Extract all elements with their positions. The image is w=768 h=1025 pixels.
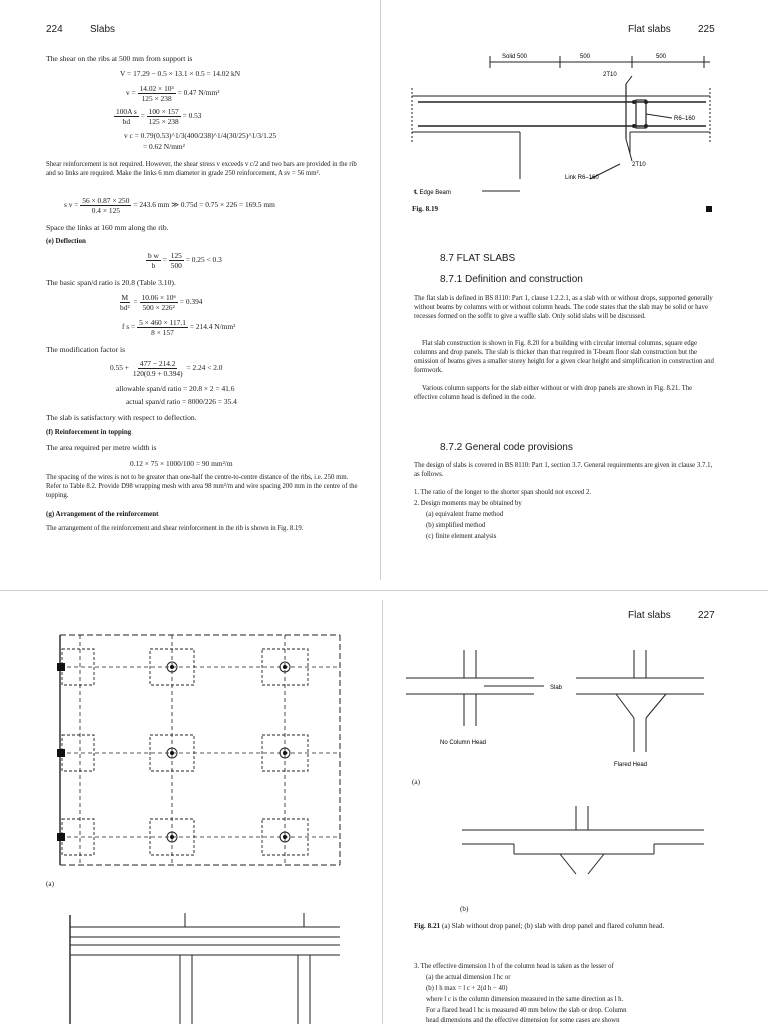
running-head-flat-slabs-227: Flat slabs xyxy=(628,610,671,621)
fig-8-21-label-a: (a) xyxy=(412,778,420,786)
list-item-2c: (c) finite element analysis xyxy=(426,533,497,540)
end-marker xyxy=(706,206,712,212)
list-item-2: 2. Design moments may be obtained by xyxy=(414,500,522,507)
equation-V: V = 17.29 − 0.5 × 13.1 × 0.5 = 14.02 kN xyxy=(120,69,241,78)
equation-M: $\frac{M}{\text{bd²}}$ = $\frac{\text{10.06 × 10⁶}}{\text{500 × 226²}}$ = 0.394 xyxy=(120,293,203,312)
label-link: Link R6–160 xyxy=(565,175,599,181)
figure-8-21-column-heads xyxy=(404,640,734,880)
list-item-2a: (a) equivalent frame method xyxy=(426,511,504,518)
area-required-intro: The area required per metre width is xyxy=(46,443,157,452)
basic-span-ratio: The basic span/d ratio is 20.8 (Table 3.10). xyxy=(46,278,176,287)
equation-vc: v c = 0.79(0.53)^1/3(400/238)^1/4(30/25)^1/3/1.25 xyxy=(124,131,277,140)
equation-100as: $\frac{\text{100A s}}{bd}$ = $\frac{100 \times 157}{125 \times 238}$ = 0.53 xyxy=(116,107,202,126)
item-3d: For a flared head l hc is measured 40 mm below the slab or drop. Column xyxy=(426,1007,627,1014)
item-3e: head dimensions and the effective dimension for some cases are shown xyxy=(426,1017,620,1024)
para-flat-slab-construction: Flat slab construction is shown in Fig. 8.20 for a building with circular internal columns, square edge columns and drop panels. The slab is thicker than that required in T-beam floor slab construction but the omission of beams gives a smaller storey height for a given clear height and simplification in construction and formwork. xyxy=(414,340,714,374)
shear-paragraph: Shear reinforcement is not required. However, the shear stress v exceeds v c/2 and two bars are provided in the rib and so links are required. Make the links 6 mm diameter in grade 250 reinforcement, A sv = 56 mm². xyxy=(46,161,357,177)
figure-8-20-section xyxy=(40,905,370,1024)
label-edge-beam: ℄ Edge Beam xyxy=(414,190,451,196)
space-links: Space the links at 160 mm along the rib. xyxy=(46,223,169,232)
page-number-225: 225 xyxy=(698,24,715,35)
equation-area: 0.12 × 75 × 1000/100 = 90 mm²/m xyxy=(130,459,233,468)
equation-sv: s v = $\frac{56 \times 0.87 \times 250}{0.4 \times 125}$ = 243.6 mm ≫ 0.75d = 0.75 × 226 = 169.5 mm xyxy=(64,196,275,215)
item-3b: (b) l h max = l c + 2(d h − 40) xyxy=(426,985,508,992)
label-solid-500: Solid 500 xyxy=(502,54,528,60)
label-r6-160: R6–160 xyxy=(674,116,696,122)
equation-modification-factor: 0.55 + $\frac{477 - 214.2}{120(0.9 + 0.394)}$ = 2.24 < 2.0 xyxy=(110,359,223,378)
item-3c: where l c is the column dimension measured in the same direction as l h. xyxy=(426,996,624,1003)
label-flared-head: Flared Head xyxy=(614,762,648,768)
fig-8-21-label-b: (b) xyxy=(460,905,469,913)
page-number-227: 227 xyxy=(698,610,715,621)
actual-ratio: actual span/d ratio = 8000/226 = 35.4 xyxy=(126,397,237,406)
list-item-1: 1. The ratio of the longer to the shorter span should not exceed 2. xyxy=(414,489,592,496)
equation-fs: f s = $\frac{5 \times 460 \times 117.1}{8 \times 157}$ = 214.4 N/mm² xyxy=(122,318,236,337)
arrangement-paragraph: The arrangement of the reinforcement and shear reinforcement in the rib is shown in Fig. 8.19. xyxy=(46,525,304,532)
label-slab: Slab xyxy=(550,685,563,691)
heading-arrangement: (g) Arrangement of the reinforcement xyxy=(46,510,159,518)
equation-bw: $\frac{\text{b w}}{b}$ = $\frac{125}{500}$ = 0.25 < 0.3 xyxy=(148,251,222,270)
label-2t10-top: 2T10 xyxy=(603,72,617,78)
label-no-column-head: No Column Head xyxy=(440,740,487,746)
heading-topping: (f) Reinforcement in topping xyxy=(46,428,132,436)
label-500-b: 500 xyxy=(656,54,667,60)
section-8-7-2: 8.7.2 General code provisions xyxy=(440,442,573,453)
fig-8-21-caption: Fig. 8.21 (a) Slab without drop panel; (b) slab with drop panel and flared column head. xyxy=(414,922,665,930)
spine-divider-top xyxy=(380,0,381,580)
label-500-a: 500 xyxy=(580,54,591,60)
fig-8-19-label: Fig. 8.19 xyxy=(412,205,439,213)
shear-intro: The shear on the ribs at 500 mm from support is xyxy=(46,54,193,63)
para-flat-slab-definition: The flat slab is defined in BS 8110: Part 1, clause 1.2.2.1, as a slab with or without drops, supported generally without beams by columns with or without column heads. The code states that the slab may be solid or have recesses formed on the soffit to give a waffle slab. Only solid slabs will be discussed. xyxy=(414,295,713,320)
para-column-supports: Various column supports for the slab either without or with drop panels are shown in Fig. 8.21. The effective column head is defined in the code. xyxy=(414,385,693,401)
para-design-of-slabs: The design of slabs is covered in BS 8110: Part 1, section 3.7. General requirements are given in clause 3.7.1, as follows. xyxy=(414,462,713,478)
heading-deflection: (e) Deflection xyxy=(46,237,86,245)
item-3a: (a) the actual dimension l hc or xyxy=(426,974,511,981)
equation-vc-result: = 0.62 N/mm² xyxy=(143,142,185,151)
spine-divider-bottom xyxy=(382,600,383,1024)
list-item-2b: (b) simplified method xyxy=(426,522,486,529)
section-8-7: 8.7 FLAT SLABS xyxy=(440,253,516,264)
deflection-satisfactory: The slab is satisfactory with respect to deflection. xyxy=(46,413,197,422)
figure-8-19-rib-section xyxy=(410,44,730,224)
running-head-flat-slabs: Flat slabs xyxy=(628,24,671,35)
running-head-slabs: Slabs xyxy=(90,24,116,35)
modification-factor-intro: The modification factor is xyxy=(46,345,126,354)
allowable-ratio: allowable span/d ratio = 20.8 × 2 = 41.6 xyxy=(116,384,235,393)
page-number-224: 224 xyxy=(46,24,63,35)
item-3: 3. The effective dimension l h of the column head is taken as the lesser of xyxy=(414,963,614,970)
fig-a-label-226: (a) xyxy=(46,880,54,888)
equation-v: v = $\frac{\text{14.02 × 10³}}{125 \times 238}$ = 0.47 N/mm² xyxy=(126,84,220,103)
page-divider-horizontal xyxy=(0,590,768,591)
label-2t10-bottom: 2T10 xyxy=(632,162,646,168)
section-8-7-1: 8.7.1 Definition and construction xyxy=(440,274,583,285)
spacing-paragraph: The spacing of the wires is not to be greater than one-half the centre-to-centre distance of the ribs, i.e. 250 mm. Refer to Table 8.2. Provide D98 wrapping mesh with area 98 mm²/m and wire spacing 200 mm in the centre of the topping. xyxy=(46,474,358,499)
figure-8-20-plan xyxy=(40,625,370,875)
